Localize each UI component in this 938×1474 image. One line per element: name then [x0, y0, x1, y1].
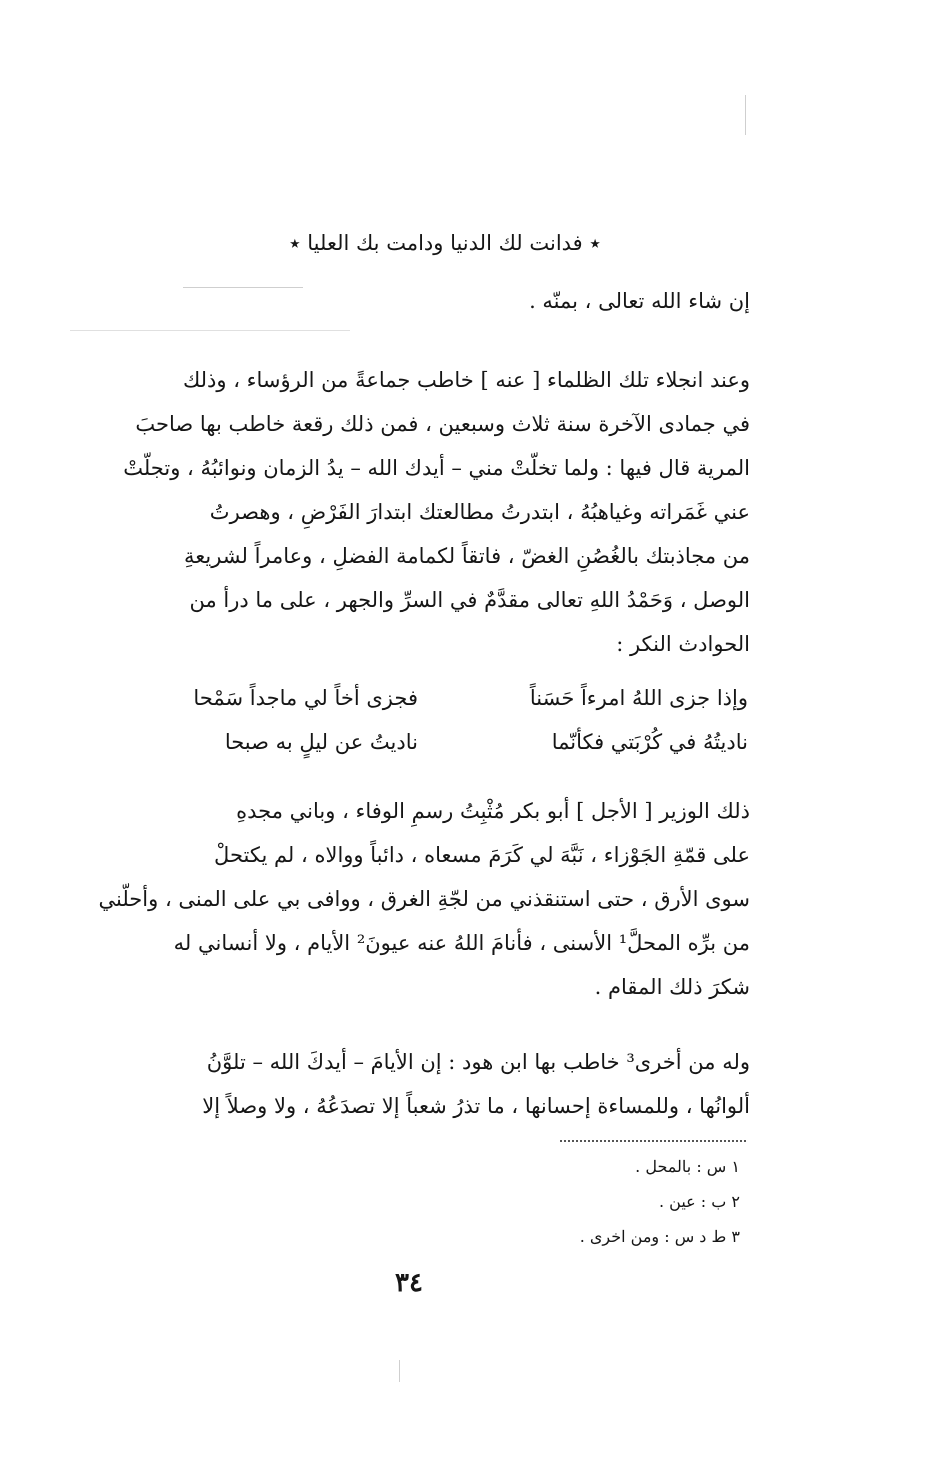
scan-mark-rule-mid	[70, 330, 350, 331]
paragraph1-line: عني غَمَراته وغياهبُهُ ، ابتدرتُ مطالعتك ابتدارَ الفَرْضِ ، وهصرتُ	[209, 500, 750, 524]
paragraph2-line: سوى الأرق ، حتى استنقذني من لجّةِ الغرق ، ووافى بي على المنى ، وأحلّني	[98, 887, 750, 911]
paragraph1-line: الحوادث النكر :	[616, 632, 750, 656]
closing-line: إن شاء الله تعالى ، بمنّه .	[529, 289, 750, 313]
paragraph1-line: المرية قال فيها : ولما تخلّتْ مني – أيدك الله – يدُ الزمان ونوائبُهُ ، وتجلّتْ	[123, 456, 750, 480]
footnote: ٢ ب : عين .	[658, 1192, 740, 1211]
verse-second-hemistich: ناديتُ عن ليلٍ به صبحا	[224, 730, 418, 754]
paragraph1-line: وعند انجلاء تلك الظلماء [ عنه ] خاطب جماعةً من الرؤساء ، وذلك	[182, 368, 750, 392]
footnote-divider	[560, 1140, 746, 1142]
paragraph1-line: من مجاذبتك بالغُصُنِ الغضّ ، فاتقاً لكمامة الفضلِ ، وعامراً لشريعةِ	[183, 544, 750, 568]
scan-mark-top-right	[745, 95, 746, 135]
paragraph3-line: ألوانُها ، وللمساءة إحسانها ، ما تذرُ شعباً إلا تصدَعُهُ ، ولا وصلاً إلا	[202, 1094, 750, 1118]
verse-second-hemistich: فجزى أخاً لي ماجداً سَمْحا	[193, 686, 418, 710]
verse-first-hemistich: ناديتُهُ في كُرْبَتي فكأنّما	[551, 730, 748, 754]
paragraph2-line: شكرَ ذلك المقام .	[594, 975, 750, 999]
heading-verse: ٭ فدانت لك الدنيا ودامت بك العليا ٭	[289, 231, 601, 255]
scan-mark-bottom	[399, 1360, 400, 1382]
paragraph2-line: من برِّه المحلَّ¹ الأسنى ، فأنامَ اللهُ عنه عيونَ² الأيام ، ولا أنساني له	[173, 931, 750, 955]
paragraph1-line: في جمادى الآخرة سنة ثلاث وسبعين ، فمن ذلك رقعة خاطب بها صاحبَ	[135, 412, 750, 436]
footnote: ٣ ط د س : ومن اخرى .	[579, 1227, 740, 1246]
footnote: ١ س : بالمحل .	[635, 1157, 740, 1176]
paragraph3-line: وله من أخرى³ خاطب بها ابن هود : إن الأيامَ – أيدكَ الله – تلوَّنُ	[206, 1050, 750, 1074]
paragraph1-line: الوصل ، وَحَمْدُ اللهِ تعالى مقدَّمٌ في السرِّ والجهر ، على ما درأ من	[189, 588, 750, 612]
paragraph2-line: على قمّةِ الجَوْزاء ، نَبَّهَ لي كَرَمَ مسعاه ، دائباً ووالاه ، لم يكتحلْ	[214, 843, 750, 867]
page-number: ٣٤	[395, 1268, 423, 1298]
verse-first-hemistich: وإذا جزى اللهُ امرءاً حَسَناً	[529, 686, 748, 710]
paragraph2-line: ذلك الوزير [ الأجل ] أبو بكر مُثْبِتُ رسمِ الوفاء ، وباني مجدهِ	[236, 799, 750, 823]
